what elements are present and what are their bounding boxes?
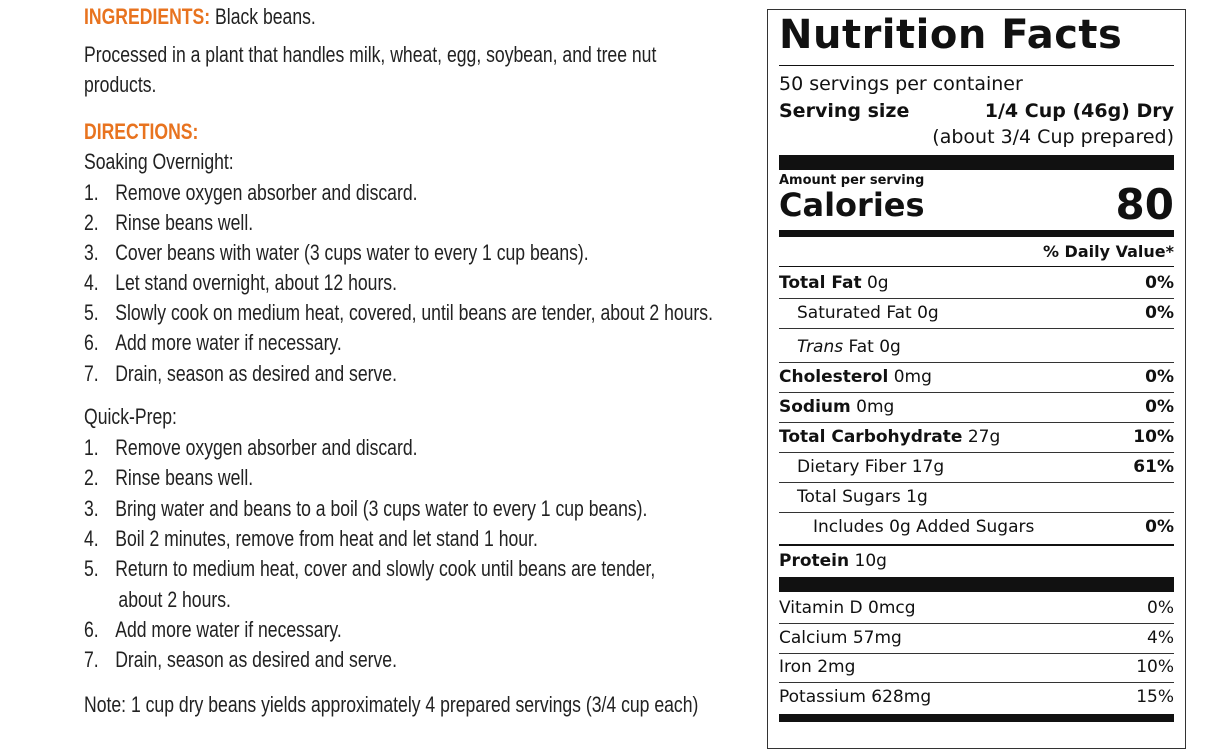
soaking-step: 3. Cover beans with water (3 cups water to every 1 cup beans). <box>84 240 589 265</box>
divider <box>779 65 1174 66</box>
vitamin-row: Vitamin D 0mcg 0% <box>779 593 1174 624</box>
thick-divider <box>779 155 1174 170</box>
nutrition-facts-panel <box>767 9 1186 749</box>
nutrient-row-total-sugars: Total Sugars 1g <box>779 482 1174 513</box>
serving-size-row <box>779 100 1174 122</box>
quick-step: 1. Remove oxygen absorber and discard. <box>84 435 418 460</box>
directions-label: DIRECTIONS: <box>84 119 199 144</box>
quick-prep-title: Quick-Prep: <box>84 404 177 429</box>
soaking-step: 2. Rinse beans well. <box>84 210 254 235</box>
soaking-step: 1. Remove oxygen absorber and discard. <box>84 180 418 205</box>
servings-per-container: 50 servings per container <box>779 73 1023 95</box>
ingredients-value: Black beans. <box>210 4 316 29</box>
amount-per-serving: Amount per serving <box>779 173 925 188</box>
vitamin-row: Potassium 628mg 15% <box>779 687 1174 707</box>
divider <box>779 266 1174 267</box>
medium-divider <box>779 230 1174 237</box>
nutrient-row-dietary-fiber: Dietary Fiber 17g 61% <box>779 452 1174 483</box>
allergen-statement-line2: products. <box>84 72 157 97</box>
medium-divider <box>779 714 1174 722</box>
thick-divider <box>779 577 1174 592</box>
soaking-step: 5. Slowly cook on medium heat, covered, until beans are tender, about 2 hours. <box>84 300 713 325</box>
nutrient-row-sodium: Sodium 0mg 0% <box>779 392 1174 423</box>
vitamin-row: Iron 2mg 10% <box>779 652 1174 683</box>
yield-note: Note: 1 cup dry beans yields approximately 4 prepared servings (3/4 cup each) <box>84 692 699 717</box>
serving-size-label: Serving size <box>779 100 910 122</box>
daily-value-header: % Daily Value* <box>1042 242 1174 261</box>
nutrient-row-total-carbohydrate: Total Carbohydrate 27g 10% <box>779 422 1174 453</box>
calories-label: Calories <box>779 186 925 224</box>
quick-step-continuation: about 2 hours. <box>118 587 231 612</box>
nutrition-title: Nutrition Facts <box>779 12 1123 58</box>
quick-step: 4. Boil 2 minutes, remove from heat and let stand 1 hour. <box>84 526 538 551</box>
ingredients-label: INGREDIENTS: <box>84 4 211 29</box>
nutrient-row-total-fat: Total Fat 0g 0% <box>779 268 1174 299</box>
nutrient-row-added-sugars: Includes 0g Added Sugars 0% <box>813 517 1174 537</box>
soaking-step: 7. Drain, season as desired and serve. <box>84 361 397 386</box>
serving-size-value: 1/4 Cup (46g) Dry <box>984 100 1174 122</box>
quick-step: 2. Rinse beans well. <box>84 465 254 490</box>
nutrient-row-trans-fat: Trans Fat 0g <box>779 332 1174 363</box>
serving-size-note: (about 3/4 Cup prepared) <box>932 126 1174 148</box>
nutrient-row-cholesterol: Cholesterol 0mg 0% <box>779 362 1174 393</box>
calories-value: 80 <box>1115 180 1174 229</box>
quick-step: 5. Return to medium heat, cover and slowly cook until beans are tender, <box>84 556 656 581</box>
quick-step: 3. Bring water and beans to a boil (3 cups water to every 1 cup beans). <box>84 496 648 521</box>
nutrient-row-saturated-fat: Saturated Fat 0g 0% <box>779 298 1174 329</box>
allergen-statement-line1: Processed in a plant that handles milk, wheat, egg, soybean, and tree nut <box>84 42 657 67</box>
nutrient-row-protein: Protein 10g <box>779 551 887 571</box>
ingredients-line <box>84 4 316 30</box>
soaking-title: Soaking Overnight: <box>84 149 234 174</box>
soaking-step: 4. Let stand overnight, about 12 hours. <box>84 270 397 295</box>
quick-step: 6. Add more water if necessary. <box>84 617 342 642</box>
quick-step: 7. Drain, season as desired and serve. <box>84 647 397 672</box>
vitamin-row: Calcium 57mg 4% <box>779 623 1174 654</box>
soaking-step: 6. Add more water if necessary. <box>84 330 342 355</box>
